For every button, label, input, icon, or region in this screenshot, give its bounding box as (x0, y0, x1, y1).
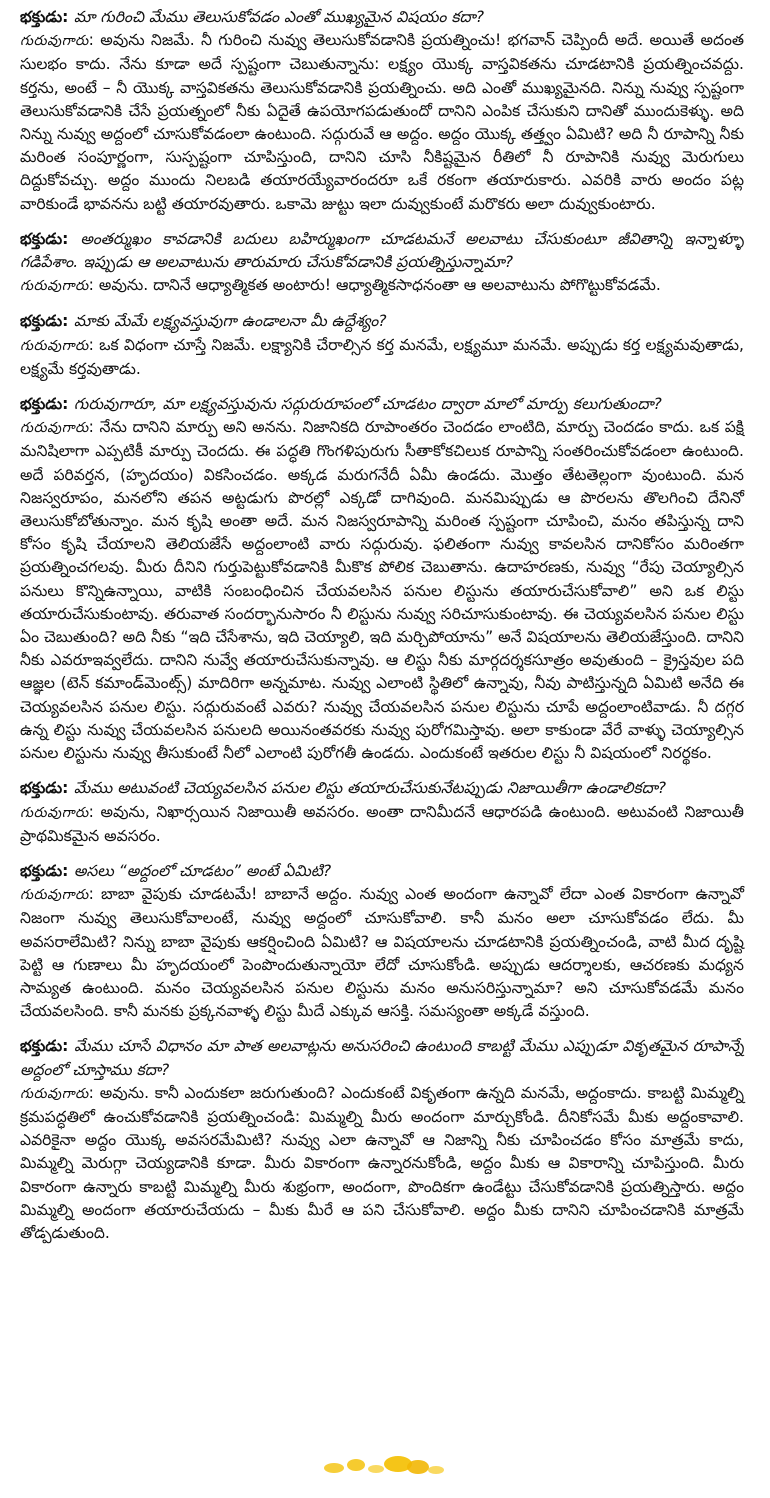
guru-label: గురువుగారు (20, 1085, 89, 1102)
question-text: అంతర్ముఖం కావడానికి బదులు బహిర్ముఖంగా చూడటమనే అలవాటు చేసుకుంటూ జీవితాన్ని ఇన్నాళ్ళూ గడిపేశాం. ఇప్పుడు ఆ అలవాటును తారుమారు చేసుకోవడానికి ప్రయత్నిస్తున్నామా? (20, 229, 744, 272)
devotee-label: భక్తుడు (20, 229, 63, 248)
guru-label: గురువుగారు (20, 278, 89, 295)
guru-label: గురువుగారు (20, 420, 89, 437)
devotee-label: భక్తుడు (20, 861, 63, 880)
guru-answer: గురువుగారు: బాబా వైపుకు చూడటమే! బాబానే అద్దం. నువ్వు ఎంత అందంగా ఉన్నావో లేదా ఎంత వికారంగా ఉన్నావో నిజంగా నువ్వు తెలుసుకోవాలంటే, నువ్వు అద్దంలో చూసుకోవాలి. కానీ మనం అలా చూసుకోవడం లేదు. మీ అవసరాలేమిటి? నిన్ను బాబా వైపుకు ఆకర్షించింది ఏమిటి? ఆ విషయాలను చూడటానికి ప్రయత్నించండి, వాటి మీద దృష్టి పెట్టి ఆ గుణాలు మీ హృదయంలో పెంపొందుతున్నాయో లేదో చూసుకోండి. అప్పుడు ఆదర్శాలకు, ఆచరణకు మధ్యన సామ్యత ఉంటుంది. మనం చెయ్యవలసిన పనుల లిస్టును మనం అనుసరిస్తున్నామా? అని చూసుకోవడమే మనం చేయవలసింది. కానీ మనకు ప్రక్కనవాళ్ళ లిస్టు మీదే ఎక్కువ ఆసక్తి. సమస్యంతా అక్కడే వస్తుంది. (20, 885, 744, 1021)
answer-text: నేను దానిని మార్పు అని అనను. నిజానికది రూపాంతరం చెందడం లాంటిది, మార్పు చెందడం కాదు. ఒక పక్షి మనిషిలాగా ఎప్పటికీ మార్పు చెందదు. ఈ పద్ధతి గొంగళిపురుగు సీతాకోకచిలుక రూపాన్ని సంతరించుకోవడంలా ఉంటుంది. అదే పరివర్తన, (హృదయం) వికసించడం. అక్కడ మరుగనేదీ ఏమీ ఉండదు. మొత్తం తేటతెల్లంగా వుంటుంది. మన నిజస్వరూపం, మనలోని తపన అట్టడుగు పొరల్లో ఎక్కడో దాగివుంది. మనమిప్పుడు ఆ పొరలను తొలగించి దేనినో తెలుసుకోబోతున్నాం. మన కృషి అంతా అదే. మన నిజస్వరూపాన్ని మరింత స్పష్టంగా చూపించి, మనం తపిస్తున్న దాని కోసం కృషి చేయాలని తెలియజేసే అద్దంలాంటి వారు సద్గురువు. ఫలితంగా నువ్వు కావలసిన దానికోసం మరింతగా ప్రయత్నించగలవు. మీరు దీనిని గుర్తుపెట్టుకోవడానికి మీకొక పోలిక చెబుతాను. ఉదాహరణకు, నువ్వు “రేపు చెయ్యాల్సిన పనులు కొన్నిఉన్నాయి, వాటికి సంబంధించిన చేయవలసిన పనుల లిస్టును తయారుచేసుకోవాలి” అని ఒక లిస్టు తయారుచేసుకుంటావు. తరువాత సందర్భానుసారం నీ లిస్టును నువ్వు సరిచూసుకుంటావు. ఈ చెయ్యవలసిన పనుల లిస్టు ఏం చెబుతుంది? అది నీకు “ఇది చేసేశాను, ఇది చెయ్యాలి, ఇది మర్చిపోయాను” అనే విషయాలను తెలియజేస్తుంది. దానిని నీకు ఎవరూఇవ్వలేదు. దానిని నువ్వే తయారుచేసుకున్నావు. ఆ లిస్టు నీకు మార్గదర్శకసూత్రం అవుతుంది – క్రైస్తవుల పది ఆజ్ఞల (టెన్ కమాండ్‌మెంట్స్) మాదిరిగా అన్నమాట. నువ్వు ఎలాంటి స్థితిలో ఉన్నావు, నీవు పాటిస్తున్నది ఏమిటి అనేది ఈ చెయ్యవలసిన పనుల లిస్టు. సద్గురువంటే ఎవరు? నువ్వు చేయవలసిన పనుల లిస్టును చూపే అద్దంలాంటివాడు. నీ దగ్గర ఉన్న లిస్టు నువ్వు చేయవలసిన పనులది అయినంతవరకు నువ్వు పురోగమిస్తావు. అలా కాకుండా వేరే వాళ్ళు చెయ్యాల్సిన పనుల లిస్టును నువ్వు తీసుకుంటే నీలో ఎలాంటి పురోగతీ ఉండదు. ఎందుకంటే ఇతరుల లిస్టు నీ విషయంలో నిరర్థకం. (20, 418, 744, 763)
guru-answer: గురువుగారు: అవును, నిఖార్సయిన నిజాయితీ అవసరం. అంతా దానిమీదనే ఆధారపడి ఉంటుంది. అటువంటి నిజాయితీ ప్రాథమికమైన అవసరం. (20, 802, 744, 845)
petal (428, 1466, 444, 1474)
devotee-question: భక్తుడు: మాకు మేమే లక్ష్యవస్తువుగా ఉండాలనా మీ ఉద్దేశ్యం? (20, 312, 387, 331)
answer-text: బాబా వైపుకు చూడటమే! బాబానే అద్దం. నువ్వు ఎంత అందంగా ఉన్నావో లేదా ఎంత వికారంగా ఉన్నావో నిజంగా నువ్వు తెలుసుకోవాలంటే, నువ్వు అద్దంలో చూసుకోవాలి. కానీ మనం అలా చూసుకోవడం లేదు. మీ అవసరాలేమిటి? నిన్ను బాబా వైపుకు ఆకర్షించింది ఏమిటి? ఆ విషయాలను చూడటానికి ప్రయత్నించండి, వాటి మీద దృష్టి పెట్టి ఆ గుణాలు మీ హృదయంలో పెంపొందుతున్నాయో లేదో చూసుకోండి. అప్పుడు ఆదర్శాలకు, ఆచరణకు మధ్యన సామ్యత ఉంటుంది. మనం చెయ్యవలసిన పనుల లిస్టును మనం అనుసరిస్తున్నామా? అని చూసుకోవడమే మనం చేయవలసింది. కానీ మనకు ప్రక్కనవాళ్ళ లిస్టు మీదే ఎక్కువ ఆసక్తి. సమస్యంతా అక్కడే వస్తుంది. (20, 885, 744, 1021)
devotee-question: భక్తుడు: మేము చూసే విధానం మా పాత అలవాట్లను అనుసరించి ఉంటుంది కాబట్టి మేము ఎప్పుడూ వికృతమైన రూపాన్నే అద్దంలో చూస్తాము కదా? (20, 1037, 745, 1079)
answer-text: ఒక విధంగా చూస్తే నిజమే. లక్ష్యానికి చేరాల్సిన కర్త మనమే, లక్ష్యమూ మనమే. అప్పుడు కర్త లక్ష్యమవుతాడు, లక్ష్యమే కర్తవుతాడు. (20, 335, 744, 378)
devotee-label: భక్తుడు (20, 395, 63, 414)
qa-block-4 (20, 393, 744, 765)
question-text: మాకు మేమే లక్ష్యవస్తువుగా ఉండాలనా మీ ఉద్దేశ్యం? (73, 312, 387, 331)
devotee-label: భక్తుడు (20, 312, 63, 331)
guru-label: గురువుగారు (20, 337, 89, 354)
petal (324, 1463, 344, 1473)
question-text: మేము చూసే విధానం మా పాత అలవాట్లను అనుసరించి ఉంటుంది కాబట్టి మేము ఎప్పుడూ వికృతమైన రూపాన్నే అద్దంలో చూస్తాము కదా? (20, 1037, 745, 1079)
devotee-label: భక్తుడు (20, 779, 63, 798)
answer-text: అవును, నిఖార్సయిన నిజాయితీ అవసరం. అంతా దానిమీదనే ఆధారపడి ఉంటుంది. అటువంటి నిజాయితీ ప్రాథమికమైన అవసరం. (20, 802, 744, 845)
question-text: మేము అటువంటి చెయ్యవలసిన పనుల లిస్టు తయారుచేసుకునేటప్పుడు నిజాయితీగా ఉండాలికదా? (73, 779, 667, 798)
question-text: మా గురించి మేము తెలుసుకోవడం ఎంతో ముఖ్యమైన విషయం కదా? (73, 8, 484, 26)
question-text: అసలు “అద్దంలో చూడటం” అంటే ఏమిటి? (73, 861, 332, 880)
devotee-question: భక్తుడు: మా గురించి మేము తెలుసుకోవడం ఎంతో ముఖ్యమైన విషయం కదా? (20, 8, 484, 26)
question-text: గురువుగారూ, మా లక్ష్యవస్తువును సద్గురురూపంలో చూడటం ద్వారా మాలో మార్పు కలుగుతుందా? (73, 395, 662, 414)
devotee-question: భక్తుడు: మేము అటువంటి చెయ్యవలసిన పనుల లిస్టు తయారుచేసుకునేటప్పుడు నిజాయితీగా ఉండాలికదా? (20, 779, 667, 798)
flower-ornament-icon (320, 1452, 450, 1478)
qa-block-7 (20, 1035, 744, 1245)
guru-answer: గురువుగారు: అవును. దానినే ఆధ్యాత్మికత అంటారు! ఆధ్యాత్మికసాధనంతా ఆ అలవాటును పోగొట్టుకోవడమే. (20, 276, 661, 295)
petal (347, 1459, 365, 1471)
qa-block-6 (20, 860, 744, 1023)
qa-block-5 (20, 777, 744, 848)
guru-answer: గురువుగారు: నేను దానిని మార్పు అని అనను. నిజానికది రూపాంతరం చెందడం లాంటిది, మార్పు చెందడం కాదు. ఒక పక్షి మనిషిలాగా ఎప్పటికీ మార్పు చెందదు. ఈ పద్ధతి గొంగళిపురుగు సీతాకోకచిలుక రూపాన్ని సంతరించుకోవడంలా ఉంటుంది. అదే పరివర్తన, (హృదయం) వికసించడం. అక్కడ మరుగనేదీ ఏమీ ఉండదు. మొత్తం తేటతెల్లంగా వుంటుంది. మన నిజస్వరూపం, మనలోని తపన అట్టడుగు పొరల్లో ఎక్కడో దాగివుంది. మనమిప్పుడు ఆ పొరలను తొలగించి దేనినో తెలుసుకోబోతున్నాం. మన కృషి అంతా అదే. మన నిజస్వరూపాన్ని మరింత స్పష్టంగా చూపించి, మనం తపిస్తున్న దాని కోసం కృషి చేయాలని తెలియజేసే అద్దంలాంటి వారు సద్గురువు. ఫలితంగా నువ్వు కావలసిన దానికోసం మరింతగా ప్రయత్నించగలవు. మీరు దీనిని గుర్తుపెట్టుకోవడానికి మీకొక పోలిక చెబుతాను. ఉదాహరణకు, నువ్వు “రేపు చెయ్యాల్సిన పనులు కొన్నిఉన్నాయి, వాటికి సంబంధించిన చేయవలసిన పనుల లిస్టును తయారుచేసుకోవాలి” అని ఒక లిస్టు తయారుచేసుకుంటావు. తరువాత సందర్భానుసారం నీ లిస్టును నువ్వు సరిచూసుకుంటావు. ఈ చెయ్యవలసిన పనుల లిస్టు ఏం చెబుతుంది? అది నీకు “ఇది చేసేశాను, ఇది చెయ్యాలి, ఇది మర్చిపోయాను” అనే విషయాలను తెలియజేస్తుంది. దానిని నీకు ఎవరూఇవ్వలేదు. దానిని నువ్వే తయారుచేసుకున్నావు. ఆ లిస్టు నీకు మార్గదర్శకసూత్రం అవుతుంది – క్రైస్తవుల పది ఆజ్ఞల (టెన్ కమాండ్‌మెంట్స్) మాదిరిగా అన్నమాట. నువ్వు ఎలాంటి స్థితిలో ఉన్నావు, నీవు పాటిస్తున్నది ఏమిటి అనేది ఈ చెయ్యవలసిన పనుల లిస్టు. సద్గురువంటే ఎవరు? నువ్వు చేయవలసిన పనుల లిస్టును చూపే అద్దంలాంటివాడు. నీ దగ్గర ఉన్న లిస్టు నువ్వు చేయవలసిన పనులది అయినంతవరకు నువ్వు పురోగమిస్తావు. అలా కాకుండా వేరే వాళ్ళు చెయ్యాల్సిన పనుల లిస్టును నువ్వు తీసుకుంటే నీలో ఎలాంటి పురోగతీ ఉండదు. ఎందుకంటే ఇతరుల లిస్టు నీ విషయంలో నిరర్థకం. (20, 418, 744, 763)
qa-block-3 (20, 310, 744, 381)
flower-ornament (0, 1452, 770, 1482)
guru-answer: గురువుగారు: అవును. కానీ ఎందుకలా జరుగుతుంది? ఎందుకంటే వికృతంగా ఉన్నది మనమే, అద్దంకాదు. కాబట్టి మిమ్మల్ని క్రమపద్ధతిలో ఉంచుకోవడానికి ప్రయత్నించండి: మిమ్మల్ని మీరు అందంగా మార్చుకోండి. దీనికోసమే మీకు అద్దంకావాలి. ఎవరికైనా అద్దం యొక్క అవసరమేమిటి? నువ్వు ఎలా ఉన్నావో ఆ నిజాన్ని నీకు చూపించడం కోసం మాత్రమే కాదు, మిమ్మల్ని మెరుగ్గా చెయ్యడానికి కూడా. మీరు వికారంగా ఉన్నారనుకోండి, అద్దం మీకు ఆ వికారాన్ని చూపిస్తుంది. మీరు వికారంగా ఉన్నారు కాబట్టి మిమ్మల్ని మీరు శుభ్రంగా, అందంగా, పొందికగా ఉండేట్టు చేసుకోవడానికి ప్రయత్నిస్తారు. అద్దం మిమ్మల్ని అందంగా తయారుచేయదు – మీకు మీరే ఆ పని చేసుకోవాలి. అద్దం మీకు దానిని చూపించడానికి మాత్రమే తోడ్పడుతుంది. (20, 1083, 744, 1242)
petal (368, 1465, 384, 1473)
guru-label: గురువుగారు (20, 887, 89, 904)
answer-text: అవును నిజమే. నీ గురించి నువ్వు తెలుసుకోవడానికి ప్రయత్నించు! భగవాన్ చెప్పిందీ అదే. అయితే అదంత సులభం కాదు. నేను కూడా అదే స్పష్టంగా చెబుతున్నాను: లక్ష్యం యొక్క వాస్తవికతను చూడటానికి ప్రయత్నించవద్దు. కర్తను, అంటే – నీ యొక్క వాస్తవికతను తెలుసుకోవడానికి ప్రయత్నించు. అది ఎంతో ముఖ్యమైనది. నిన్ను నువ్వు స్పష్టంగా తెలుసుకోవడానికి చేసే ప్రయత్నంలో నీకు ఏదైతే ఉపయోగపడుతుందో దానిని ఎంపిక చేసుకుని దానితో ముందుకెళ్ళు. అది నిన్ను నువ్వు అద్దంలో చూసుకోవడంలా ఉంటుంది. సద్గురువే ఆ అద్దం. అద్దం యొక్క తత్త్వం ఏమిటి? అది నీ రూపాన్ని నీకు మరింత సంపూర్ణంగా, సుస్పష్టంగా చూపిస్తుంది, దానిని చూసి నీకిష్టమైన రీతిలో నీ రూపానికి నువ్వు మెరుగులు దిద్దుకోవచ్చు. అద్దం ముందు నిలబడి తయారయ్యేవారందరూ ఒకే రకంగా తయారుకారు. ఎవరికి వారు అందం పట్ల వారికుండే భావనను బట్టి తయారవుతారు. ఒకామె జుట్టు ఇలా దువ్వుకుంటే మరొకరు అలా దువ్వుకుంటారు. (20, 31, 744, 213)
devotee-question: భక్తుడు: గురువుగారూ, మా లక్ష్యవస్తువును సద్గురురూపంలో చూడటం ద్వారా మాలో మార్పు కలుగుతుందా? (20, 395, 662, 414)
guru-label: గురువుగారు (20, 33, 89, 50)
devotee-question: భక్తుడు: అసలు “అద్దంలో చూడటం” అంటే ఏమిటి? (20, 861, 332, 880)
qa-block-1 (20, 6, 744, 216)
devotee-question: భక్తుడు: అంతర్ముఖం కావడానికి బదులు బహిర్ముఖంగా చూడటమనే అలవాటు చేసుకుంటూ జీవితాన్ని ఇన్నాళ్ళూ గడిపేశాం. ఇప్పుడు ఆ అలవాటును తారుమారు చేసుకోవడానికి ప్రయత్నిస్తున్నామా? (20, 229, 744, 272)
answer-text: అవును. దానినే ఆధ్యాత్మికత అంటారు! ఆధ్యాత్మికసాధనంతా ఆ అలవాటును పోగొట్టుకోవడమే. (98, 276, 661, 295)
guru-label: గురువుగారు (20, 804, 89, 821)
devotee-label: భక్తుడు (20, 8, 63, 26)
devotee-label: భక్తుడు (20, 1037, 63, 1056)
guru-answer: గురువుగారు: ఒక విధంగా చూస్తే నిజమే. లక్ష్యానికి చేరాల్సిన కర్త మనమే, లక్ష్యమూ మనమే. అప్పుడు కర్త లక్ష్యమవుతాడు, లక్ష్యమే కర్తవుతాడు. (20, 335, 744, 378)
answer-text: అవును. కానీ ఎందుకలా జరుగుతుంది? ఎందుకంటే వికృతంగా ఉన్నది మనమే, అద్దంకాదు. కాబట్టి మిమ్మల్ని క్రమపద్ధతిలో ఉంచుకోవడానికి ప్రయత్నించండి: మిమ్మల్ని మీరు అందంగా మార్చుకోండి. దీనికోసమే మీకు అద్దంకావాలి. ఎవరికైనా అద్దం యొక్క అవసరమేమిటి? నువ్వు ఎలా ఉన్నావో ఆ నిజాన్ని నీకు చూపించడం కోసం మాత్రమే కాదు, మిమ్మల్ని మెరుగ్గా చెయ్యడానికి కూడా. మీరు వికారంగా ఉన్నారనుకోండి, అద్దం మీకు ఆ వికారాన్ని చూపిస్తుంది. మీరు వికారంగా ఉన్నారు కాబట్టి మిమ్మల్ని మీరు శుభ్రంగా, అందంగా, పొందికగా ఉండేట్టు చేసుకోవడానికి ప్రయత్నిస్తారు. అద్దం మిమ్మల్ని అందంగా తయారుచేయదు – మీకు మీరే ఆ పని చేసుకోవాలి. అద్దం మీకు దానిని చూపించడానికి మాత్రమే తోడ్పడుతుంది. (20, 1083, 744, 1242)
petal (407, 1460, 429, 1474)
qa-block-2 (20, 228, 744, 299)
guru-answer: గురువుగారు: అవును నిజమే. నీ గురించి నువ్వు తెలుసుకోవడానికి ప్రయత్నించు! భగవాన్ చెప్పిందీ అదే. అయితే అదంత సులభం కాదు. నేను కూడా అదే స్పష్టంగా చెబుతున్నాను: లక్ష్యం యొక్క వాస్తవికతను చూడటానికి ప్రయత్నించవద్దు. కర్తను, అంటే – నీ యొక్క వాస్తవికతను తెలుసుకోవడానికి ప్రయత్నించు. అది ఎంతో ముఖ్యమైనది. నిన్ను నువ్వు స్పష్టంగా తెలుసుకోవడానికి చేసే ప్రయత్నంలో నీకు ఏదైతే ఉపయోగపడుతుందో దానిని ఎంపిక చేసుకుని దానితో ముందుకెళ్ళు. అది నిన్ను నువ్వు అద్దంలో చూసుకోవడంలా ఉంటుంది. సద్గురువే ఆ అద్దం. అద్దం యొక్క తత్త్వం ఏమిటి? అది నీ రూపాన్ని నీకు మరింత సంపూర్ణంగా, సుస్పష్టంగా చూపిస్తుంది, దానిని చూసి నీకిష్టమైన రీతిలో నీ రూపానికి నువ్వు మెరుగులు దిద్దుకోవచ్చు. అద్దం ముందు నిలబడి తయారయ్యేవారందరూ ఒకే రకంగా తయారుకారు. ఎవరికి వారు అందం పట్ల వారికుండే భావనను బట్టి తయారవుతారు. ఒకామె జుట్టు ఇలా దువ్వుకుంటే మరొకరు అలా దువ్వుకుంటారు. (20, 31, 744, 213)
